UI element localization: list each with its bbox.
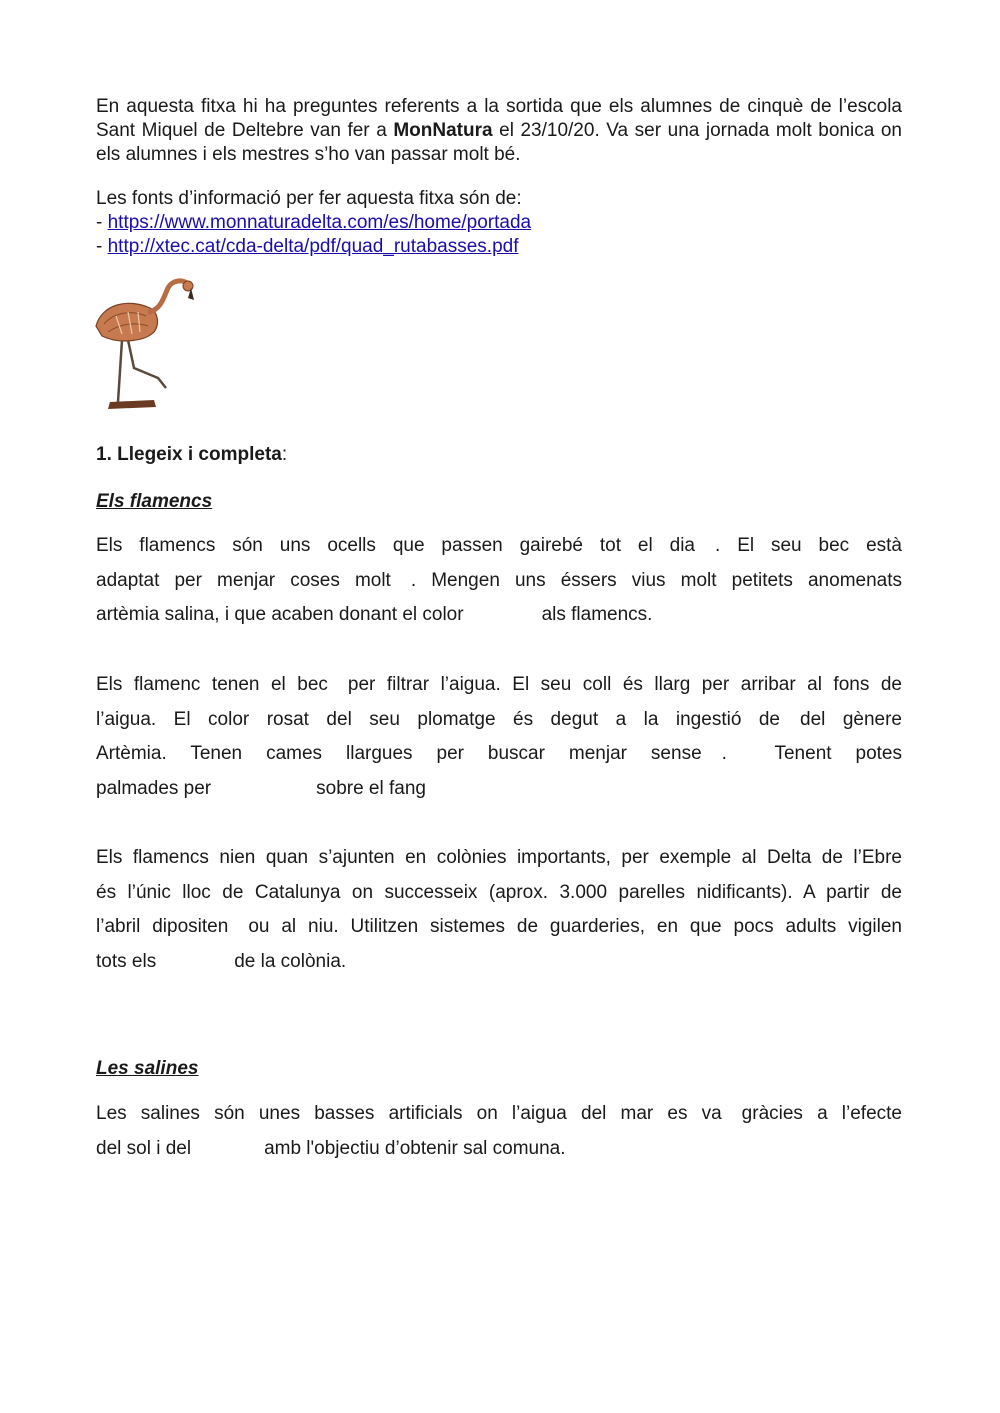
text-segment: per filtrar l’aigua. El seu coll és llarg per arribar al fons de — [347, 674, 902, 695]
flamencs-paragraph-3 — [96, 841, 902, 980]
exercise-title — [96, 443, 287, 467]
text-segment: Els flamencs són uns ocells que passen gairebé tot el dia — [96, 535, 695, 556]
source-link-monnatura[interactable]: https://www.monnaturadelta.com/es/home/portada — [107, 212, 532, 233]
text-segment: Artèmia. Tenen cames llargues per buscar menjar sense — [96, 743, 702, 765]
section-heading-salines: Les salines — [96, 1058, 199, 1079]
sources-lead: Les fonts d’informació per fer aquesta fitxa són de: — [96, 188, 522, 209]
flamencs-paragraph-1 — [96, 529, 902, 633]
text-line — [96, 772, 902, 807]
text-segment: del sol i del — [96, 1137, 192, 1159]
source-item — [96, 235, 902, 259]
bullet: - — [96, 236, 108, 257]
text-segment: adaptat per menjar coses molt — [96, 569, 391, 591]
text-segment: Les salines són unes basses artificials on l’aigua del mar es va — [96, 1103, 722, 1124]
flamencs-paragraph-2 — [96, 668, 902, 807]
text-segment: als flamencs. — [541, 604, 653, 626]
text-segment: amb l'objectiu d’obtenir sal comuna. — [264, 1137, 566, 1159]
text-line — [96, 598, 902, 633]
intro-paragraph — [96, 95, 902, 167]
exercise-colon: : — [281, 444, 288, 465]
exercise-title-text: 1. Llegeix i completa — [96, 444, 282, 465]
text-segment: és l’únic lloc de Catalunya on successeix (aprox. 3.000 parelles nidificants). A partir de — [96, 881, 902, 903]
text-line — [96, 529, 902, 564]
text-line — [96, 703, 902, 738]
text-line — [96, 564, 902, 599]
text-segment: gràcies a l’efecte — [741, 1103, 902, 1124]
text-line — [96, 876, 902, 911]
text-segment: l’aigua. El color rosat del seu plomatge és degut a la ingestió de — [96, 708, 780, 730]
text-segment: . Tenent potes — [721, 743, 902, 765]
text-segment: ou al niu. Utilitzen sistemes de guarderies, en que pocs adults vigilen — [248, 916, 902, 938]
text-line — [96, 737, 902, 772]
text-segment: palmades per — [96, 778, 212, 800]
text-segment: Els flamencs nien quan s’ajunten en colònies importants, per exemple al Delta de l’Ebre — [96, 847, 902, 868]
text-segment: Els flamenc tenen el bec — [96, 674, 328, 695]
monnatura-bold: MonNatura — [393, 120, 493, 141]
intro-text-start: En aquesta fitxa hi ha preguntes referents a la sortida que els alumnes de cinquè de l’escola Sant Miquel de Deltebre van fer a — [96, 96, 902, 141]
source-link-xtec[interactable]: http://xtec.cat/cda-delta/pdf/quad_rutabasses.pdf — [107, 236, 519, 257]
text-line — [96, 668, 902, 703]
text-segment: del gènere — [800, 708, 902, 730]
text-line — [96, 841, 902, 876]
intro-text-end: el 23/10/20. Va ser una jornada molt bonica on els alumnes i els mestres s’ho van passar molt bé. — [96, 120, 902, 165]
text-segment: tots els — [96, 951, 157, 973]
text-line — [96, 910, 902, 945]
section-heading-flamencs: Els flamencs — [96, 491, 213, 512]
text-segment: artèmia salina, i que acaben donant el color — [96, 604, 464, 626]
text-line — [96, 945, 902, 980]
text-segment: sobre el fang — [316, 778, 426, 800]
flamingo-sculpture-icon — [88, 276, 198, 416]
text-segment: de la colònia. — [234, 951, 347, 973]
bullet: - — [96, 212, 108, 233]
text-segment: . Mengen uns éssers vius molt petitets anomenats — [410, 569, 902, 591]
text-segment: l’abril dipositen — [96, 916, 229, 938]
text-line — [96, 1132, 902, 1167]
text-line — [96, 1097, 902, 1132]
sources-block — [96, 187, 902, 259]
salines-paragraph-1 — [96, 1097, 902, 1166]
source-item — [96, 211, 902, 235]
text-segment: . El seu bec està — [715, 535, 902, 556]
